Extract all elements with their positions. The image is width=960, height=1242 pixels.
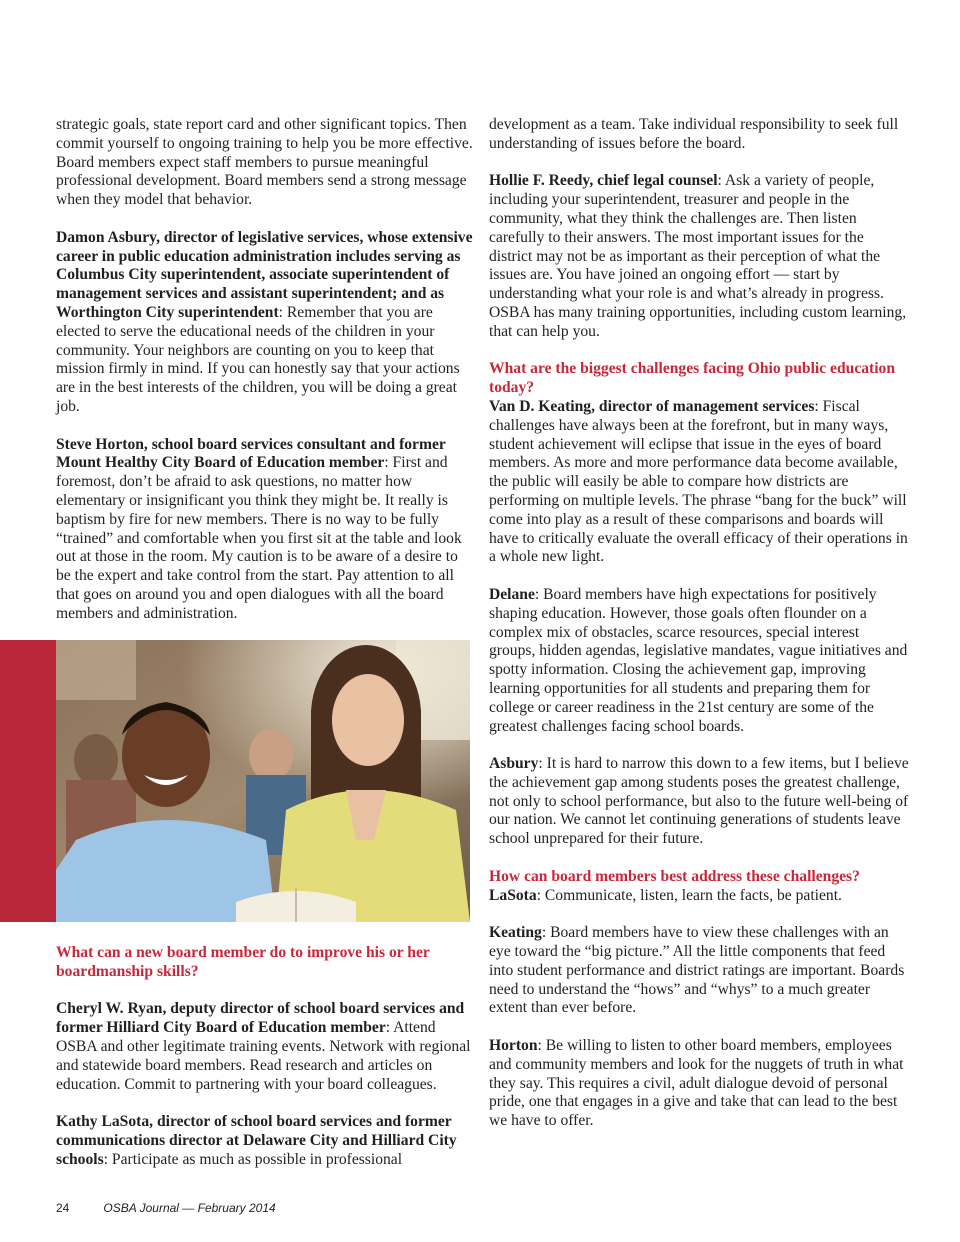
speaker-name: Damon Asbury, director of legislative services, whose extensive career in public education administration includes serving as Columbus City superintendent, associate superintendent of management services and assistant superintendent; and as Worthington City superintendent — [56, 228, 473, 321]
article-photo — [0, 640, 470, 922]
left-column — [56, 116, 474, 642]
paragraph: strategic goals, state report card and other significant topics. Then commit yourself to ongoing training to help you be more effective. Board members expect staff members to pursue meaningful professional development. Board members send a strong message when they model that behavior. — [56, 116, 473, 209]
page-footer — [56, 1201, 276, 1215]
teacher-student-photo — [56, 640, 470, 922]
paragraph: Keating: Board members have to view these challenges with an eye toward the “big picture.” All the little components that feed into student performance and district ratings are important. Boards need to understand the “hows” and “whys” to a much greater extent than ever before. — [489, 924, 905, 1017]
accent-bar — [0, 640, 56, 922]
speaker-name: Steve Horton, school board services consultant and former Mount Healthy City Board of Education member — [56, 435, 446, 472]
speaker-name: Hollie F. Reedy, chief legal counsel — [489, 172, 718, 190]
speaker-name: Kathy LaSota, director of school board services and former communications director at Delaware City and Hilliard City schools — [56, 1113, 457, 1168]
paragraph: Horton: Be willing to listen to other board members, employees and community members and look for the nuggets of truth in what they say. This requires a civil, adult dialogue devoid of personal pride, one that engages in a give and take that can lead to the best we have to offer. — [489, 1037, 904, 1130]
speaker-name: Keating — [489, 924, 542, 942]
paragraph: Asbury: It is hard to narrow this down to a few items, but I believe the achievement gap among students poses the greatest challenge, not only to school performance, but also to the future well-being of our nation. We cannot let continuing generations of students leave school unprepared for their future. — [489, 755, 909, 848]
speaker-name: LaSota — [489, 886, 537, 904]
question-heading: How can board members best address these challenges? — [489, 867, 860, 885]
paragraph: LaSota: Communicate, listen, learn the facts, be patient. — [489, 886, 842, 904]
question-heading: What are the biggest challenges facing Ohio public education today? — [489, 360, 896, 397]
paragraph: Hollie F. Reedy, chief legal counsel: Ask a variety of people, including your superintendent, treasurer and people in the community, what they think the challenges are. Then listen carefully to their answers. The most important issues for the district may not be as important as their perception of what the issues are. You have joined an ongoing effort — start by understanding what your role is and what’s already in progress. OSBA has many training opportunities, including custom learning, that can help you. — [489, 172, 907, 340]
speaker-name: Cheryl W. Ryan, deputy director of school board services and former Hilliard City Board of Education member — [56, 1000, 465, 1037]
paragraph: Cheryl W. Ryan, deputy director of school board services and former Hilliard City Board of Education member: Attend OSBA and other legitimate training events. Network with regional and statewide board members. Read research and articles on education. Commit to partnering with your board colleagues. — [56, 1000, 471, 1093]
speaker-name: Delane — [489, 585, 535, 603]
question-heading: What can a new board member do to improve his or her boardmanship skills? — [56, 944, 430, 980]
right-column — [489, 116, 909, 1150]
paragraph: Delane: Board members have high expectations for positively shaping education. However, those goals often flounder on a complex mix of obstacles, scarce resources, special interest groups, hidden agendas, legislative mandates, vague initiatives and spotty information. Closing the achievement gap, improving learning opportunities for all students and preparing them for college or career readiness in the 21st century are some of the greatest challenges facing school boards. — [489, 585, 908, 735]
speaker-name: Van D. Keating, director of management services — [489, 397, 815, 415]
page-number: 24 — [56, 1201, 70, 1215]
speaker-name: Horton — [489, 1037, 538, 1055]
paragraph: Kathy LaSota, director of school board services and former communications director at Delaware City and Hilliard City schools: Participate as much as possible in professional — [56, 1113, 457, 1168]
left-column-lower — [56, 944, 474, 1188]
paragraph: Steve Horton, school board services consultant and former Mount Healthy City Board of Education member: First and foremost, don’t be afraid to ask questions, no matter how elementary or insignificant you think they might be. It really is baptism by fire for new members. There is no way to be fully “trained” and comfortable when you first sit at the table and look out at those in the room. My caution is to be aware of a desire to be the expert and take control from the start. Pay attention to all that goes on around you and open dialogues with all the board members and administration. — [56, 435, 462, 622]
publication-title: OSBA Journal — February 2014 — [103, 1201, 276, 1215]
paragraph: development as a team. Take individual responsibility to seek full understanding of issues before the board. — [489, 116, 899, 152]
speaker-name: Asbury — [489, 755, 539, 773]
paragraph: Van D. Keating, director of management services: Fiscal challenges have always been at the forefront, but in many ways, student achievement will eclipse that issue in the eyes of board members. As more and more performance data become available, the public will easily be able to compare how districts are performing on multiple levels. The phrase “bang for the buck” will come into play as a result of these comparisons and boards will have to critically evaluate the overall efficacy of their operations in a whole new light. — [489, 397, 908, 566]
paragraph: Damon Asbury, director of legislative services, whose extensive career in public education administration includes serving as Columbus City superintendent, associate superintendent of management services and assistant superintendent; and as Worthington City superintendent: Remember that you are elected to serve the educational needs of the children in your community. Your neighbors are counting on you to keep that mission firmly in mind. If you can honestly say that your actions are in the best interests of the children, you will be doing a great job. — [56, 228, 473, 415]
